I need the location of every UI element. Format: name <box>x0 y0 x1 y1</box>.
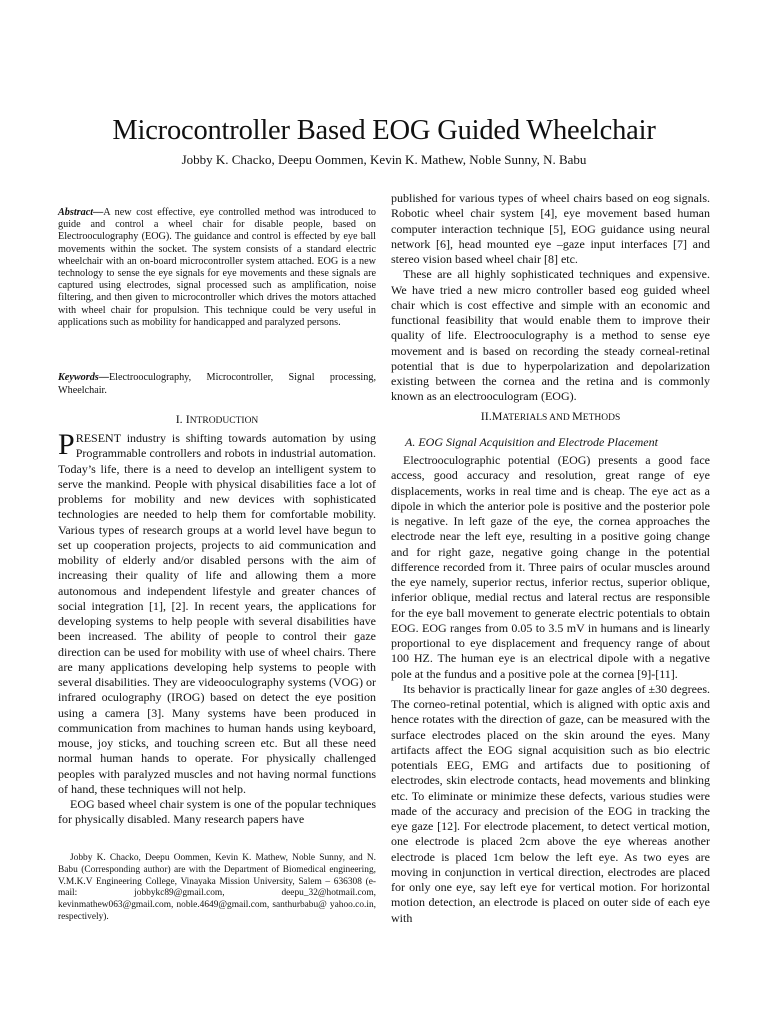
subsection-heading <box>391 435 710 450</box>
abstract-text: A new cost effective, eye controlled method was introduced to guide and control a wheel chair for disable people, based on Electrooculography (EOG). The guidance and control is effected by eye ball movements within the socket. The system consists of a standard electric wheelchair with an on-board microcontroller system attached. EOG is a new technology to sense the eye signals for eye movements and these signals are captured using electrodes, signal processed such as amplification, noise filtering, and then given to microcontroller which drives the motors attached with wheel chair for propulsion. This technique could be very useful in applications such as mobility for handicapped and paralyzed persons. <box>58 207 376 328</box>
heading-initial: M <box>572 409 583 423</box>
footnote-text: Jobby K. Chacko, Deepu Oommen, Kevin K. Mathew, Noble Sunny, and N. Babu (Corresponding author) are with the Department of Biomedical engineering, V.M.K.V Engineering College, Vinayaka Mission University, Salem – 636308 (e-mail: jobbykc89@gmail.com, deepu_32@hotmail.com, kevinmathew063@gmail.com, noble.4649@gmail.com, santhurbabu@ yahoo.co.in, respectively). <box>58 853 376 922</box>
paragraph <box>58 428 376 797</box>
abstract <box>58 207 376 329</box>
keywords-text: Electrooculography, Microcontroller, Signal processing, Wheelchair. <box>58 372 376 396</box>
paragraph: published for various types of wheel chairs based on eog signals. Robotic wheel chair system [4], eye movement based human computer interaction technique [5], EOG guidance using neural network [6], head mounted eye –gaze input interfaces [7] and stereo vision based wheel chair [8] etc. <box>391 191 710 266</box>
heading-initial: I <box>185 412 190 426</box>
paper-title: Microcontroller Based EOG Guided Wheelchair <box>112 115 656 146</box>
section-heading-materials-methods <box>391 409 710 425</box>
section-heading-introduction <box>58 412 376 428</box>
section-numeral: I. <box>175 412 186 426</box>
keywords <box>58 372 376 397</box>
heading-rest: ATERIALS AND <box>502 413 573 423</box>
author-list: Jobby K. Chacko, Deepu Oommen, Kevin K. Mathew, Noble Sunny, N. Babu <box>181 152 587 167</box>
paragraph: These are all highly sophisticated techniques and expensive. We have tried a new micro controller based eog guided wheel chair which is cost effective and simple with an economic and functional feasibility that would enable them to improve their quality of life. Electrooculography is a method to sense eye movement and is based on recording the steady corneal-retinal potential that is due to hyperpolarization and depolarization existing between the cornea and the retina and is commonly known as an electrooculogram (EOG). <box>391 267 710 404</box>
drop-cap: P <box>58 428 75 461</box>
right-column-intro <box>391 191 710 405</box>
footnote <box>58 853 376 924</box>
keywords-label: Keywords— <box>58 372 109 383</box>
subsection-title: A. EOG Signal Acquisition and Electrode Placement <box>405 435 658 449</box>
introduction-body <box>58 428 376 828</box>
section-numeral: II. <box>480 409 492 423</box>
paragraph-text: RESENT industry is shifting towards automation by using Programmable controllers and robots in industrial automation. Today’s life, there is a need to develop an intelligent system to serve the mankind. People with physical disabilities face a lot of problems for mobility and new devices with sophisticated technologies are needed to help them for comfortable mobility. Various types of research groups at a world level have begun to set up cooperation projects, projects to aid communication and mobility of elderly and/or disabled persons with the aim of increasing their quality of life and allowing them a more autonomous and independent lifestyle and greater chances of social integration [1], [2]. In recent years, the applications for developing systems to help people with several disabilities have been increased. The ability of people to control their gaze direction can be used for mobility with use of wheel chairs. There are many applications developing help systems to people with several disabilities. They are videooculography systems (VOG) or infrared oculography (IROG) based on detect the eye position using a camera [3]. Many systems have been produced in communication from machines to human hands using keyboard, mouse, joy sticks, and touching screen etc. But all these need normal human hands to operate. For physically challenged peoples with paralyzed muscles and not having normal functions of hand, these techniques will not help. <box>58 431 376 796</box>
section2-body <box>391 453 710 926</box>
paragraph: Its behavior is practically linear for gaze angles of ±30 degrees. The corneo-retinal potential, which is aligned with optic axis and hence rotates with the direction of gaze, can be measured with the surface electrodes placed on the skin around the eyes. Many artifacts affect the EOG signal acquisition such as bio electric potentials EEG, EMG and artifacts due to positioning of electrodes, skin electrode contacts, head movements and blinking etc. To eliminate or minimize these defects, various studies were made of the accuracy and precision of the EOG in tracking the eye gaze [12]. For electrode placement, to detect vertical motion, one electrode is placed 2cm above the eye whereas another electrode is placed 1cm below the left eye. As two eyes are moving in conjunction in vertical direction, electrodes are placed for only one eye, say left eye for vertical motion. For horizontal motion detection, an electrode is placed on outer side of each eye with <box>391 681 710 925</box>
abstract-label: Abstract— <box>58 207 104 218</box>
paragraph: EOG based wheel chair system is one of the popular techniques for physically disabled. Many research papers have <box>58 797 376 827</box>
paragraph: Electrooculographic potential (EOG) presents a good face access, good accuracy and resolution, great range of eye displacements, works in real time and is cheap. The eye act as a dipole in which the anterior pole is positive and the posterior pole is negative. In left gaze of the eye, the cornea approaches the electrode near the left eye, resulting in a positive going change and for right gaze, negative going change in the potential difference recorded from it. Three pairs of ocular muscles around the eye namely, superior rectus, inferior rectus, superior oblique, inferior oblique, medial rectus and lateral rectus are responsible for the eye ball movement to generate electric potentials to obtain EOG. EOG ranges from 0.05 to 3.5 mV in humans and is linearly proportional to eye displacement and frequency range of about 100 HZ. The human eye is an electrical dipole with a negative pole at the fundus and a positive pole at the cornea [9]-[11]. <box>391 453 710 681</box>
heading-rest: ETHODS <box>582 413 621 423</box>
heading-initial: M <box>491 409 503 423</box>
heading-rest: NTRODUCTION <box>189 416 259 426</box>
